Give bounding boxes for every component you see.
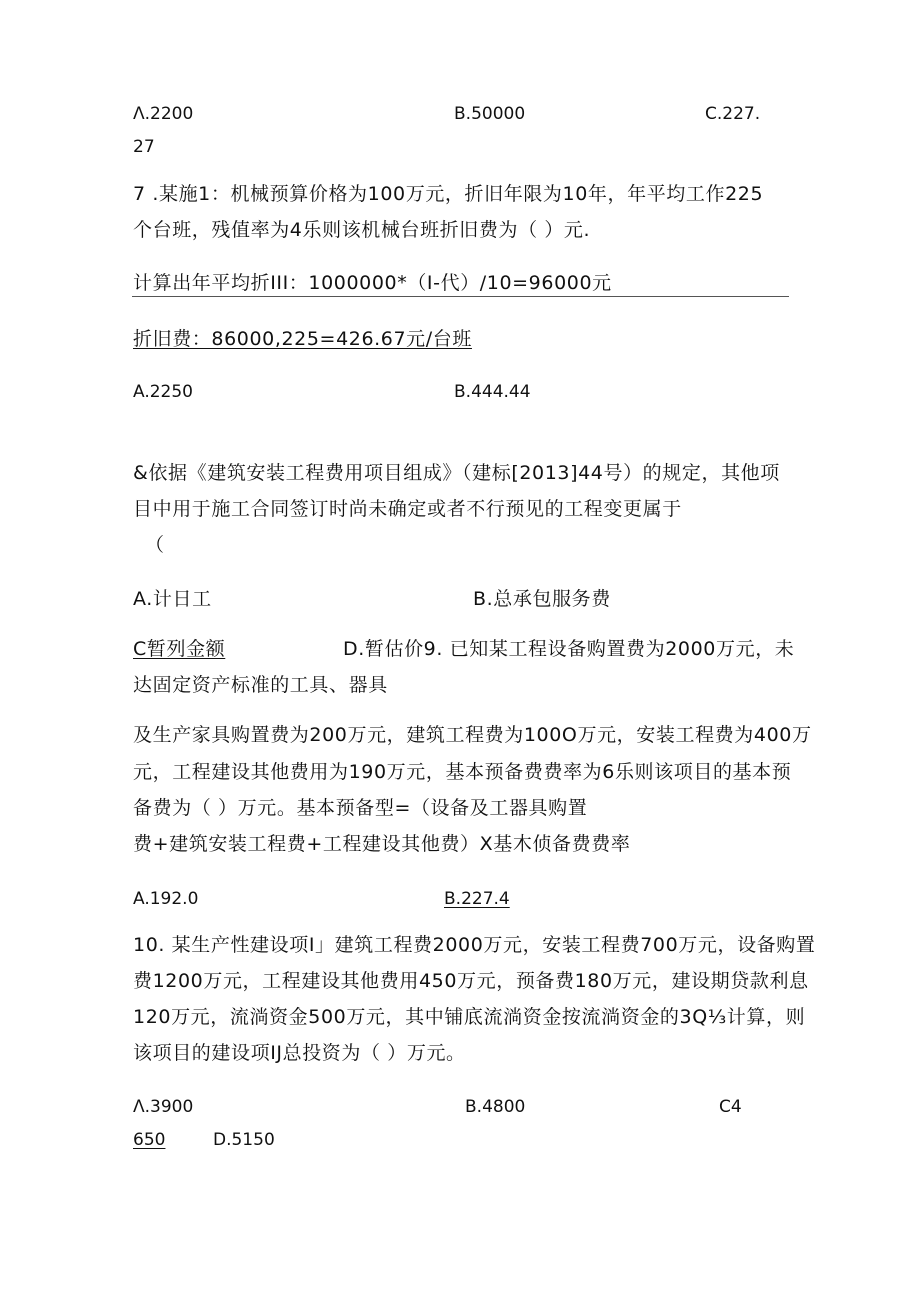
q8-option-a: A.计日工 [133,588,212,610]
q10-option-b: B.4800 [465,1097,526,1117]
q9-stem-line-4: 备费为（ ）万元。基本预备型=（设备及工器具购置 [133,797,588,819]
q7-option-b: B.444.44 [454,382,531,402]
q8-stem-line-2: 目中用于施工合同签订时尚未确定或者不行预见的工程变更属于 [133,498,682,520]
q9-stem-line-2: 及生产家具购置费为200万元，建筑工程费为100O万元，安装工程费为400万 [133,724,812,746]
q10-option-c: C4 [719,1097,742,1117]
q7-calculation-line-2: 折旧费：86000,225=426.67元/台班 [133,328,472,350]
q8-stem-line-1: &依据《建筑安装工程费用项目组成》（建标[2013]44号）的规定，其他项 [133,462,780,484]
q9-stem-line-1: 达固定资产标准的工具、器具 [133,674,388,696]
q6-option-b: B.50000 [454,104,526,124]
q8-option-c: C暂列金额 [133,638,226,660]
q7-stem-line-2: 个台班，残值率为4乐则该机械台班折旧费为（ ）元. [133,219,591,241]
q8-stem-line-3: （ [145,534,165,556]
q8-option-d-q9-stem-start: D.暂估价9. 已知某工程设备购置费为2000万元，未 [343,638,795,660]
q10-stem-line-4: 该项目的建设项IJ总投资为（ ）万元。 [133,1042,466,1064]
q10-option-a: Λ.3900 [133,1097,194,1117]
q9-stem-line-5: 费+建筑安装工程费+工程建设其他费）X基木侦备费费率 [133,833,631,855]
q6-option-c-continued: 27 [133,137,155,157]
q6-option-a: Λ.2200 [133,104,194,124]
q9-option-a: A.192.0 [133,889,199,909]
q10-option-c-continued: 650 [133,1130,166,1150]
q7-option-a: A.2250 [133,382,193,402]
q7-stem-line-1: 7 .某施1：机械预算价格为100万元，折旧年限为10年，年平均工作225 [133,183,764,205]
q10-stem-line-2: 费1200万元，工程建设其他费用450万元，预备费180万元，建设期贷款利息 [133,970,809,992]
q10-stem-line-3: 120万元，流淌资金500万元，其中铺底流淌资金按流淌资金的3Q⅓计算，则 [133,1006,806,1028]
q10-option-d: D.5150 [213,1130,275,1150]
q9-stem-line-3: 元，工程建设其他费用为190万元，基本预备费费率为6乐则该项目的基本预 [133,761,792,783]
q8-option-b: B.总承包服务费 [473,588,611,610]
q6-option-c: C.227. [705,104,761,124]
q9-option-b: B.227.4 [444,889,510,909]
q7-calculation-line-1: 计算出年平均折III：1000000*（I-代）/10=96000元 [133,272,612,294]
q10-stem-line-1: 10. 某生产性建设项I」建筑工程费2000万元，安装工程费700万元，设备购置 [133,934,816,956]
divider-rule [132,296,789,297]
